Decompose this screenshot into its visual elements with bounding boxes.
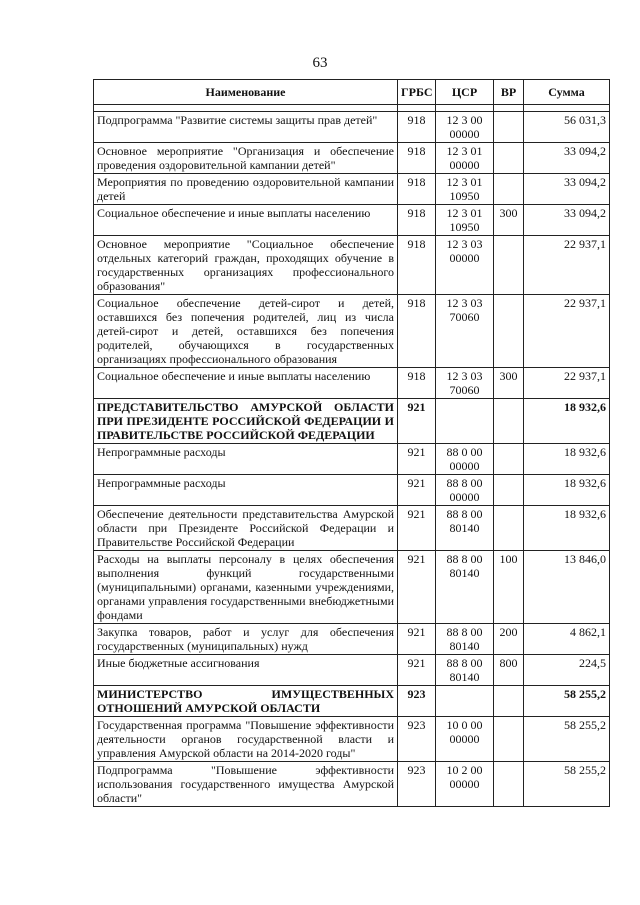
row-vr	[494, 444, 524, 475]
row-sum: 33 094,2	[524, 205, 610, 236]
row-name: Обеспечение деятельности представительства Амурской области при Президенте Российской Федерации и Правительстве Российской Федерации	[94, 506, 398, 551]
table-row	[94, 295, 610, 368]
row-name: Расходы на выплаты персоналу в целях обеспечения выполнения функций государственными (муниципальными) органами, казенными учреждениями, органами управления государственными внебюджетными фондами	[94, 551, 398, 624]
row-grbs: 918	[398, 174, 436, 205]
row-grbs: 921	[398, 444, 436, 475]
row-csr: 12 3 01 10950	[436, 205, 494, 236]
row-vr	[494, 112, 524, 143]
row-name: Иные бюджетные ассигнования	[94, 655, 398, 686]
row-vr	[494, 174, 524, 205]
header-sum: Сумма	[524, 80, 610, 105]
header-vr: ВР	[494, 80, 524, 105]
table-row	[94, 655, 610, 686]
table-row	[94, 762, 610, 807]
row-name: Государственная программа "Повышение эффективности деятельности органов государственной власти и управления Амурской области на 2014-2020 годы"	[94, 717, 398, 762]
row-name: Подпрограмма "Повышение эффективности использования государственного имущества Амурской области"	[94, 762, 398, 807]
row-name: Социальное обеспечение детей-сирот и детей, оставшихся без попечения родителей, лиц из числа детей-сирот и детей, оставшихся без попечения родителей, обучающихся в государственных организациях профессионального образования	[94, 295, 398, 368]
row-sum: 33 094,2	[524, 143, 610, 174]
header-grbs: ГРБС	[398, 80, 436, 105]
row-sum: 33 094,2	[524, 174, 610, 205]
row-name: Мероприятия по проведению оздоровительной кампании детей	[94, 174, 398, 205]
row-csr: 88 0 00 00000	[436, 444, 494, 475]
row-sum: 18 932,6	[524, 475, 610, 506]
table-row	[94, 444, 610, 475]
table-row	[94, 174, 610, 205]
row-sum: 224,5	[524, 655, 610, 686]
table-row	[94, 236, 610, 295]
header-name: Наименование	[94, 80, 398, 105]
row-csr	[436, 399, 494, 444]
row-name: ПРЕДСТАВИТЕЛЬСТВО АМУРСКОЙ ОБЛАСТИ ПРИ ПРЕЗИДЕНТЕ РОССИЙСКОЙ ФЕДЕРАЦИИ И ПРАВИТЕЛЬСТВЕ РОССИЙСКОЙ ФЕДЕРАЦИИ	[94, 399, 398, 444]
row-csr: 12 3 00 00000	[436, 112, 494, 143]
row-grbs: 921	[398, 655, 436, 686]
row-vr: 300	[494, 205, 524, 236]
row-vr	[494, 399, 524, 444]
table-row	[94, 551, 610, 624]
row-sum: 13 846,0	[524, 551, 610, 624]
row-grbs: 921	[398, 551, 436, 624]
table-row	[94, 624, 610, 655]
row-sum: 56 031,3	[524, 112, 610, 143]
table-row	[94, 475, 610, 506]
table-row	[94, 112, 610, 143]
row-name: Социальное обеспечение и иные выплаты населению	[94, 205, 398, 236]
table-body	[94, 105, 610, 807]
table-row	[94, 686, 610, 717]
row-grbs: 923	[398, 762, 436, 807]
row-name: Основное мероприятие "Организация и обеспечение проведения оздоровительной кампании детей"	[94, 143, 398, 174]
row-sum: 18 932,6	[524, 399, 610, 444]
row-csr: 88 8 00 80140	[436, 551, 494, 624]
row-grbs: 923	[398, 717, 436, 762]
row-name: Закупка товаров, работ и услуг для обеспечения государственных (муниципальных) нужд	[94, 624, 398, 655]
row-name: Непрограммные расходы	[94, 444, 398, 475]
row-grbs: 918	[398, 112, 436, 143]
row-csr: 12 3 03 70060	[436, 295, 494, 368]
row-csr: 12 3 01 10950	[436, 174, 494, 205]
row-csr: 88 8 00 80140	[436, 506, 494, 551]
table-row	[94, 717, 610, 762]
row-csr: 10 2 00 00000	[436, 762, 494, 807]
header-spacer	[94, 105, 610, 112]
row-csr: 10 0 00 00000	[436, 717, 494, 762]
row-sum: 22 937,1	[524, 236, 610, 295]
row-csr: 12 3 01 00000	[436, 143, 494, 174]
row-sum: 18 932,6	[524, 444, 610, 475]
row-vr	[494, 506, 524, 551]
row-vr	[494, 143, 524, 174]
row-vr: 200	[494, 624, 524, 655]
row-sum: 58 255,2	[524, 686, 610, 717]
row-csr: 12 3 03 70060	[436, 368, 494, 399]
budget-table	[93, 79, 610, 807]
row-vr	[494, 475, 524, 506]
row-vr	[494, 717, 524, 762]
row-csr: 88 8 00 80140	[436, 624, 494, 655]
row-grbs: 921	[398, 624, 436, 655]
row-sum: 58 255,2	[524, 762, 610, 807]
row-csr	[436, 686, 494, 717]
row-grbs: 918	[398, 368, 436, 399]
row-vr	[494, 295, 524, 368]
row-vr: 300	[494, 368, 524, 399]
table-row	[94, 205, 610, 236]
row-sum: 18 932,6	[524, 506, 610, 551]
row-grbs: 921	[398, 399, 436, 444]
row-sum: 22 937,1	[524, 295, 610, 368]
row-vr	[494, 686, 524, 717]
table-header-row	[94, 80, 610, 105]
row-grbs: 918	[398, 236, 436, 295]
row-name: Основное мероприятие "Социальное обеспечение отдельных категорий граждан, проходящих обучение в государственных организациях профессионального образования"	[94, 236, 398, 295]
row-grbs: 918	[398, 205, 436, 236]
row-name: Подпрограмма "Развитие системы защиты прав детей"	[94, 112, 398, 143]
page-number: 63	[312, 55, 328, 71]
row-csr: 88 8 00 00000	[436, 475, 494, 506]
header-csr: ЦСР	[436, 80, 494, 105]
row-csr: 12 3 03 00000	[436, 236, 494, 295]
row-vr: 800	[494, 655, 524, 686]
row-csr: 88 8 00 80140	[436, 655, 494, 686]
row-vr: 100	[494, 551, 524, 624]
row-sum: 58 255,2	[524, 717, 610, 762]
row-name: Непрограммные расходы	[94, 475, 398, 506]
table-row	[94, 143, 610, 174]
row-grbs: 918	[398, 295, 436, 368]
row-sum: 22 937,1	[524, 368, 610, 399]
row-sum: 4 862,1	[524, 624, 610, 655]
table-row	[94, 368, 610, 399]
table-row	[94, 399, 610, 444]
row-grbs: 921	[398, 475, 436, 506]
row-grbs: 918	[398, 143, 436, 174]
row-vr	[494, 762, 524, 807]
row-grbs: 923	[398, 686, 436, 717]
table-row	[94, 506, 610, 551]
row-name: Социальное обеспечение и иные выплаты населению	[94, 368, 398, 399]
row-grbs: 921	[398, 506, 436, 551]
row-name: МИНИСТЕРСТВО ИМУЩЕСТВЕННЫХ ОТНОШЕНИЙ АМУРСКОЙ ОБЛАСТИ	[94, 686, 398, 717]
row-vr	[494, 236, 524, 295]
